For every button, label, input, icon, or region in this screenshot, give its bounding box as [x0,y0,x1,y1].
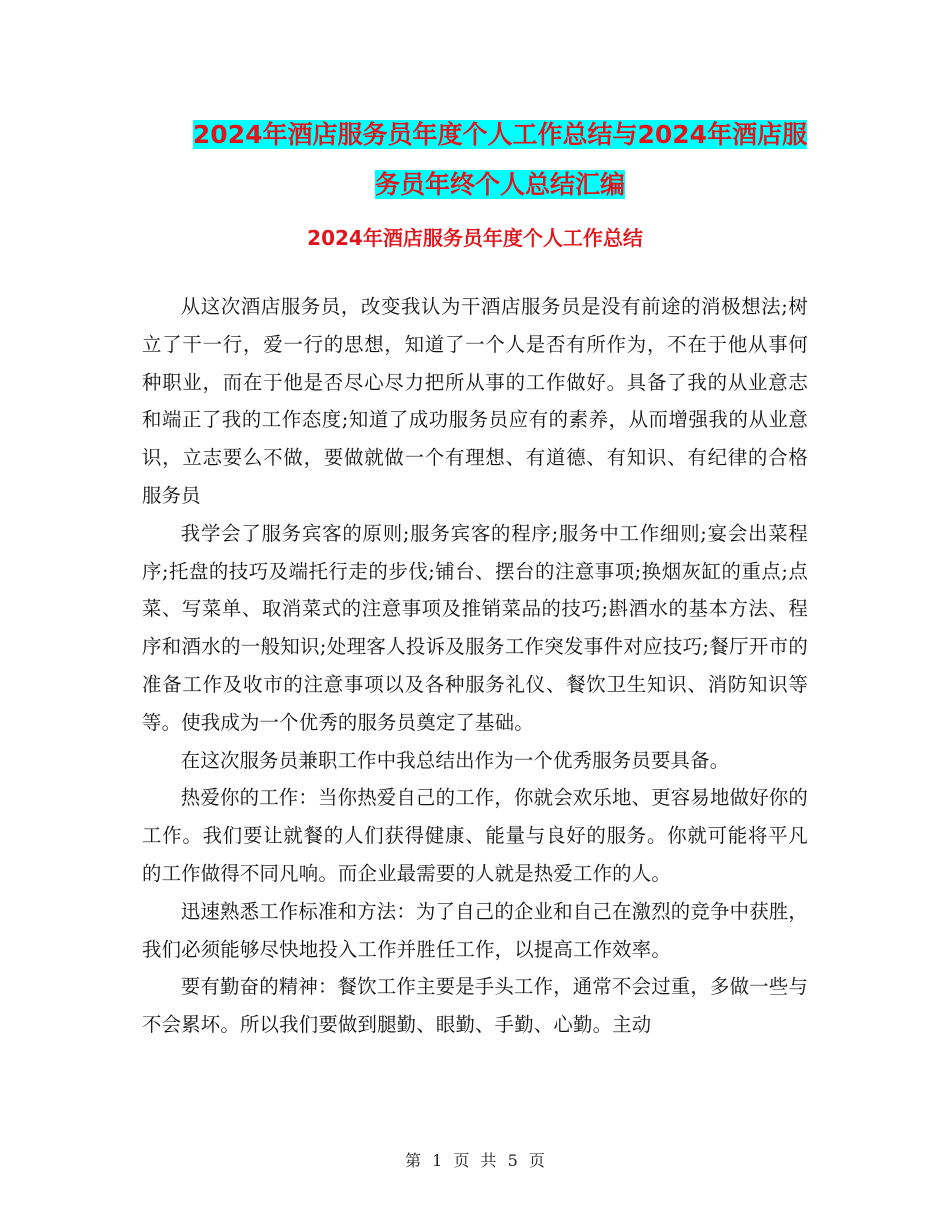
title-line-1: 2024年酒店服务员年度个人工作总结与2024年酒店服 [192,120,808,149]
paragraph: 要有勤奋的精神：餐饮工作主要是手头工作，通常不会过重，多做一些与不会累坏。所以我们要做到腿勤、眼勤、手勤、心勤。主动 [142,975,808,1037]
document-title [150,110,850,210]
paragraph: 从这次酒店服务员，改变我认为干酒店服务员是没有前途的消极想法;树立了干一行，爱一行的思想，知道了一个人是否有所作为，不在于他从事何种职业，而在于他是否尽心尽力把所从事的工作做好。具备了我的从业意志和端正了我的工作态度;知道了成功服务员应有的素养，从而增强我的从业意识，立志要么不做，要做就做一个有理想、有道德、有知识、有纪律的合格服务员 [142,295,808,507]
page-footer: 第 1 页 共 5 页 [405,1151,545,1170]
title-line-2: 务员年终个人总结汇编 [374,170,625,199]
paragraph: 热爱你的工作：当你热爱自己的工作，你就会欢乐地、更容易地做好你的工作。我们要让就餐的人们获得健康、能量与良好的服务。你就可能将平凡的工作做得不同凡响。而企业最需要的人就是热爱工作的人。 [142,786,808,885]
paragraph: 在这次服务员兼职工作中我总结出作为一个优秀服务员要具备。 [180,748,730,772]
paragraph: 迅速熟悉工作标准和方法：为了自己的企业和自己在激烈的竞争中获胜，我们必须能够尽快地投入工作并胜任工作，以提高工作效率。 [142,899,808,961]
paragraph: 我学会了服务宾客的原则;服务宾客的程序;服务中工作细则;宴会出菜程序;托盘的技巧及端托行走的步伐;铺台、摆台的注意事项;换烟灰缸的重点;点菜、写菜单、取消菜式的注意事项及推销菜品的技巧;斟酒水的基本方法、程序和酒水的一般知识;处理客人投诉及服务工作突发事件对应技巧;餐厅开市的准备工作及收市的注意事项以及各种服务礼仪、餐饮卫生知识、消防知识等等。使我成为一个优秀的服务员奠定了基础。 [142,521,808,734]
section-heading: 2024年酒店服务员年度个人工作总结 [307,226,643,250]
body-text [142,288,808,1044]
